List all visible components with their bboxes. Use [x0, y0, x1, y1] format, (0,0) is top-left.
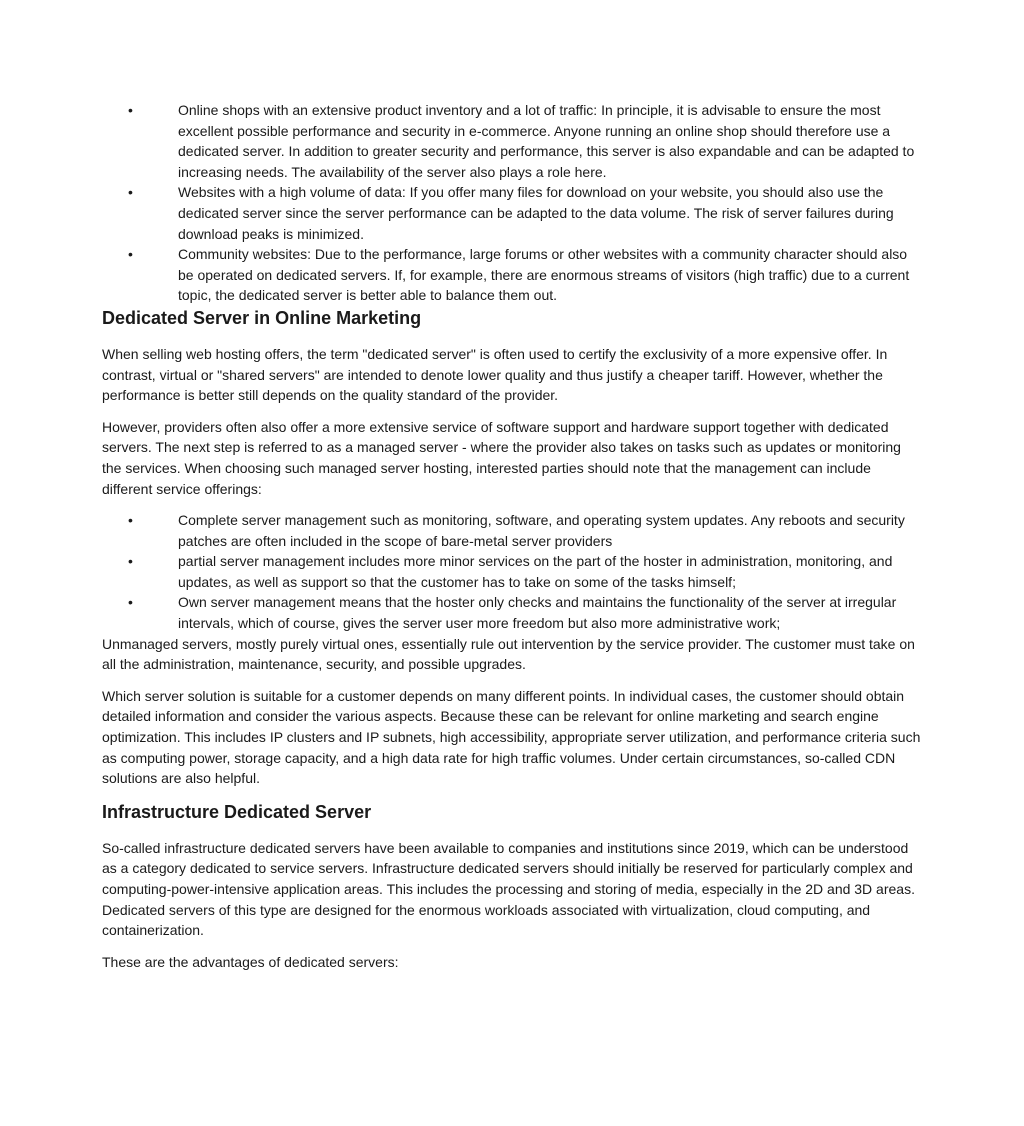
bullet-icon: •: [128, 102, 133, 118]
bullet-icon: •: [128, 553, 133, 570]
list-item: [102, 182, 924, 244]
list-item: [102, 510, 924, 551]
list-item-text: Online shops with an extensive product inventory and a lot of traffic: In principle, it is advisable to ensure the most excellent possible performance and security in e-commerce. Anyone running an online shop should therefore use a dedicated server. In addition to greater security and performance, this server is also expandable and can be adapted to increasing needs. The availability of the server also plays a role here.: [178, 102, 915, 180]
bullet-icon: •: [128, 594, 133, 611]
section-heading: Dedicated Server in Online Marketing: [102, 307, 422, 328]
bullet-icon: •: [128, 184, 133, 201]
list-item-text: Own server management means that the hoster only checks and maintains the functionality of the server at irregular intervals, which of course, gives the server user more freedom but also more administrative work;: [178, 594, 897, 632]
paragraph: However, providers often also offer a more extensive service of software support and hardware support together with dedicated servers. The next step is referred to as a managed server - where the provider also takes on tasks such as updates or monitoring the services. When choosing such managed server hosting, interested parties should note that the management can include different service offerings:: [102, 418, 901, 497]
management-bullet-list: [102, 510, 924, 634]
bullet-icon: •: [128, 246, 133, 263]
bullet-icon: •: [128, 512, 133, 529]
section-online-marketing: [102, 306, 924, 789]
paragraph: Unmanaged servers, mostly purely virtual ones, essentially rule out intervention by the service provider. The customer must take on all the administration, maintenance, security, and possible upgrades.: [102, 635, 915, 673]
paragraph: These are the advantages of dedicated servers:: [102, 953, 399, 970]
paragraph: So-called infrastructure dedicated servers have been available to companies and institutions since 2019, which can be understood as a category dedicated to service servers. Infrastructure dedicated servers should initially be reserved for particularly complex and computing-power-intensive application areas. This includes the processing and storing of media, especially in the 2D and 3D areas. Dedicated servers of this type are designed for the enormous workloads associated with virtualization, cloud computing, and containerization.: [102, 839, 915, 939]
list-item: [102, 100, 924, 182]
list-item-text: Complete server management such as monitoring, software, and operating system updates. Any reboots and security patches are often included in the scope of bare-metal server providers: [178, 512, 905, 549]
intro-bullet-list: [102, 100, 924, 306]
list-item: [102, 244, 924, 306]
list-item: [102, 551, 924, 592]
paragraph: Which server solution is suitable for a customer depends on many different points. In individual cases, the customer should obtain detailed information and consider the various aspects. Because these can be relevant for online marketing and search engine optimization. This includes IP clusters and IP subnets, high accessibility, appropriate server utilization, and performance criteria such as computing power, storage capacity, and a high data rate for high traffic volumes. Under certain circumstances, so-called CDN solutions are also helpful.: [102, 687, 921, 787]
section-heading: Infrastructure Dedicated Server: [102, 801, 372, 822]
list-item-text: partial server management includes more minor services on the part of the hoster in administration, monitoring, and updates, as well as support so that the customer has to take on some of the tasks himself;: [178, 553, 893, 590]
paragraph: When selling web hosting offers, the term "dedicated server" is often used to certify the exclusivity of a more expensive offer. In contrast, virtual or "shared servers" are intended to denote lower quality and thus justify a cheaper tariff. However, whether the performance is better still depends on the quality standard of the provider.: [102, 345, 888, 404]
list-item-text: Websites with a high volume of data: If you offer many files for download on your website, you should also use the dedicated server since the server performance can be adapted to the data volume. The risk of server failures during download peaks is minimized.: [178, 184, 894, 242]
list-item: [102, 592, 924, 633]
section-infrastructure: [102, 800, 924, 973]
list-item-text: Community websites: Due to the performance, large forums or other websites with a community character should also be operated on dedicated servers. If, for example, there are enormous streams of visitors (high traffic) due to a current topic, the dedicated server is better able to balance them out.: [178, 246, 910, 304]
document-page: [102, 100, 924, 983]
